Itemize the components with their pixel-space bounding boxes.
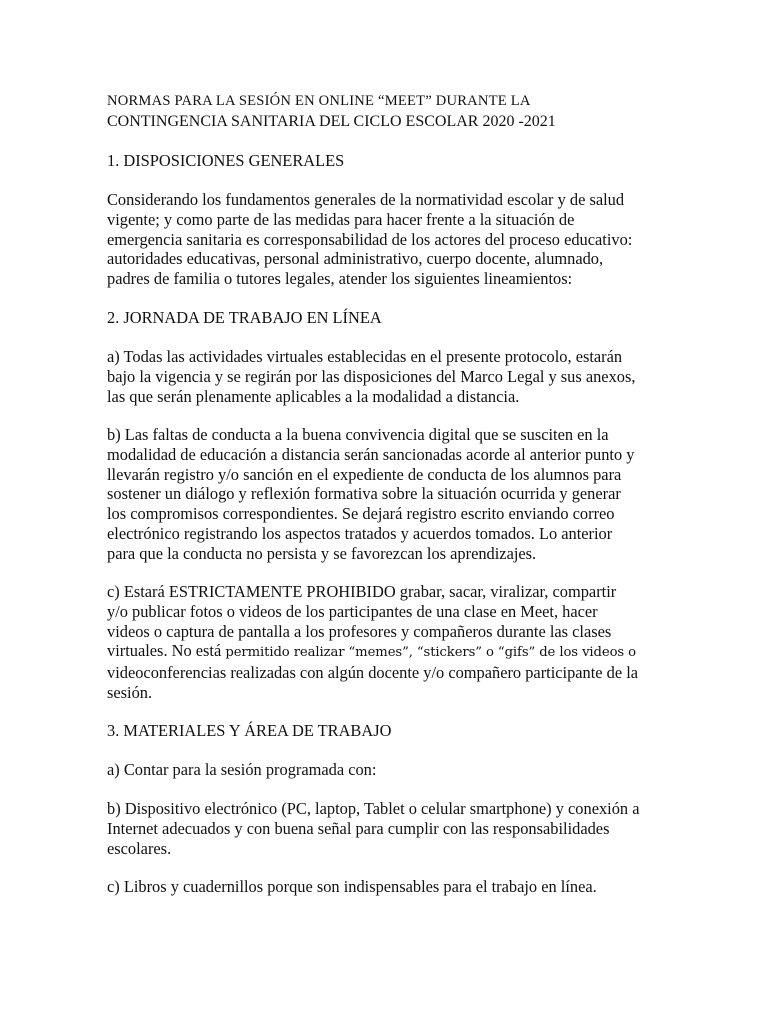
paragraph-line: electrónico registrando los aspectos tratados y acuerdos tomados. Lo anterior (107, 523, 613, 543)
section-2-paragraph-b (107, 425, 634, 564)
paragraph-line: las que serán plenamente aplicables a la modalidad a distancia. (107, 386, 520, 406)
section-3-heading: 3. MATERIALES Y ÁREA DE TRABAJO (107, 721, 392, 740)
section-2-paragraph-c (107, 582, 638, 703)
paragraph-line: llevarán registro y/o sanción en el expediente de conducta de los alumnos para (107, 464, 622, 484)
paragraph-line: Internet adecuados y con buena señal para cumplir con las responsabilidades (107, 818, 610, 838)
paragraph-line: sesión. (107, 682, 153, 702)
paragraph-line: emergencia sanitaria es corresponsabilidad de los actores del proceso educativo: (107, 229, 633, 249)
paragraph-line: y/o publicar fotos o videos de los participantes de una clase en Meet, hacer (107, 601, 598, 621)
section-3-paragraph-b (107, 799, 639, 858)
line-text: virtuales. No está (107, 641, 226, 661)
section-3-paragraph-a: a) Contar para la sesión programada con: (107, 760, 377, 779)
document-title-line-1: NORMAS PARA LA SESIÓN EN ONLINE “MEET” DURANTE LA (107, 93, 531, 109)
paragraph-line: a) Todas las actividades virtuales establecidas en el presente protocolo, estarán (107, 347, 623, 366)
paragraph-line: b) Dispositivo electrónico (PC, laptop, Tablet o celular smartphone) y conexión a (107, 799, 640, 818)
section-2-paragraph-a (107, 347, 635, 406)
section-2-heading: 2. JORNADA DE TRABAJO EN LÍNEA (107, 308, 382, 327)
paragraph-line: videoconferencias realizadas con algún docente y/o compañero participante de la (107, 663, 639, 683)
paragraph-line: b) Las faltas de conducta a la buena convivencia digital que se susciten en la (107, 425, 609, 444)
paragraph-line: escolares. (107, 838, 172, 858)
document-title-line-2: CONTINGENCIA SANITARIA DEL CICLO ESCOLAR 2020 -2021 (107, 113, 556, 130)
paragraph-line: videos o captura de pantalla a los profesores y compañeros durante las clases (107, 621, 612, 641)
section-1-paragraph (107, 190, 632, 289)
paragraph-line: padres de familia o tutores legales, atender los siguientes lineamientos: (107, 269, 573, 289)
paragraph-line (107, 641, 638, 663)
line-text-alt-font: permitido realizar “memes”, “stickers” o “gifs” de los videos o (225, 645, 637, 661)
paragraph-line: los compromisos correspondientes. Se dejará registro escrito enviando correo (107, 504, 615, 524)
section-3-paragraph-c: c) Libros y cuadernillos porque son indispensables para el trabajo en línea. (107, 877, 597, 896)
paragraph-line: Considerando los fundamentos generales de la normatividad escolar y de salud (107, 190, 625, 209)
paragraph-line: bajo la vigencia y se regirán por las disposiciones del Marco Legal y sus anexos, (107, 366, 636, 386)
paragraph-line: para que la conducta no persista y se favorezcan los aprendizajes. (107, 543, 537, 563)
paragraph-line: sostener un diálogo y reflexión formativa sobre la situación ocurrida y generar (107, 484, 621, 504)
section-1-heading: 1. DISPOSICIONES GENERALES (107, 151, 345, 170)
paragraph-line: c) Estará ESTRICTAMENTE PROHIBIDO grabar, sacar, viralizar, compartir (107, 582, 617, 601)
paragraph-line: autoridades educativas, personal administrativo, cuerpo docente, alumnado, (107, 249, 604, 269)
paragraph-line: vigente; y como parte de las medidas para hacer frente a la situación de (107, 209, 575, 229)
paragraph-line: modalidad de educación a distancia serán sancionadas acorde al anterior punto y (107, 444, 635, 464)
